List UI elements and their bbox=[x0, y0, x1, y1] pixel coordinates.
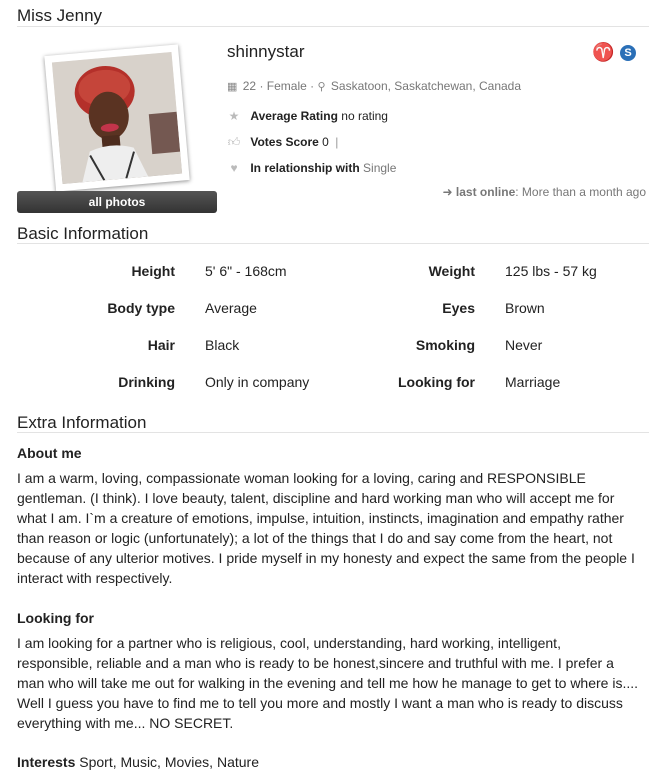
info-label: Drinking bbox=[118, 374, 175, 390]
about-me-line: because of any ulterior motives. I pride myself in my honesty and expect the same from the people I bbox=[17, 550, 635, 566]
info-label: Eyes bbox=[442, 300, 475, 316]
birthday-cake-icon: ▦ bbox=[227, 81, 238, 93]
info-label: Height bbox=[131, 263, 175, 279]
info-label: Body type bbox=[107, 300, 175, 316]
about-me-title: About me bbox=[17, 445, 82, 461]
profile-display-name: Miss Jenny bbox=[17, 6, 103, 25]
info-value: Marriage bbox=[505, 374, 561, 390]
basic-information-divider bbox=[17, 243, 649, 244]
about-me-text bbox=[17, 468, 647, 588]
relationship-row bbox=[227, 161, 396, 175]
last-online bbox=[443, 185, 647, 199]
last-online-value: : More than a month ago bbox=[515, 185, 646, 199]
aries-zodiac-icon: ♈ bbox=[592, 42, 615, 62]
info-value: Brown bbox=[505, 300, 545, 316]
sign-in-icon: ➜ bbox=[442, 185, 453, 199]
interests bbox=[17, 754, 259, 770]
interests-value: Sport, Music, Movies, Nature bbox=[79, 754, 259, 770]
info-value: Average bbox=[205, 300, 257, 316]
relationship-label: In relationship with bbox=[250, 161, 360, 175]
about-me-line: gentleman. (I think). I love beauty, talent, discipline and hard working man who will accept me for bbox=[17, 490, 615, 506]
map-marker-icon: ⚲ bbox=[317, 81, 326, 93]
info-value: Never bbox=[505, 337, 543, 353]
votes-score-label: Votes Score bbox=[250, 135, 319, 149]
age: 22 bbox=[242, 79, 257, 93]
extra-information-title: Extra Information bbox=[17, 413, 147, 432]
info-label: Weight bbox=[428, 263, 475, 279]
looking-for-text bbox=[17, 633, 647, 733]
star-icon: ★ bbox=[228, 109, 240, 123]
gender: Female bbox=[266, 79, 307, 93]
votes-score-row bbox=[227, 135, 338, 150]
average-rating-label: Average Rating bbox=[250, 109, 338, 123]
all-photos-button[interactable]: all photos bbox=[17, 191, 217, 213]
looking-for-line: responsible, reliable and a man who is ready to be honest,sincere and truthful with me. I prefer a bbox=[17, 655, 614, 671]
location: Saskatoon, Saskatchewan, Canada bbox=[330, 79, 522, 93]
last-online-label: last online bbox=[455, 185, 516, 199]
header-divider bbox=[17, 26, 649, 27]
info-value: 125 lbs - 57 kg bbox=[505, 263, 597, 279]
interests-label: Interests bbox=[17, 754, 76, 770]
relationship-value: Single bbox=[363, 161, 397, 175]
info-label: Smoking bbox=[415, 337, 475, 353]
votes-score-value: 0 bbox=[322, 135, 329, 149]
thumbs-up-icon[interactable]: 👍︎ bbox=[227, 135, 241, 149]
average-rating-row bbox=[227, 109, 388, 123]
about-me-line: interact with respectively. bbox=[17, 570, 173, 586]
looking-for-line: I am looking for a partner who is religious, cool, understanding, hard working, intelligent, bbox=[17, 635, 561, 651]
looking-for-line: man who will take me out for walking in the evening and tell me how he manage to get to where is.... bbox=[17, 675, 639, 691]
info-label: Looking for bbox=[398, 374, 475, 390]
looking-for-line: everything with me... NO SECRET. bbox=[17, 715, 234, 731]
average-rating-value: no rating bbox=[341, 109, 388, 123]
heart-icon: ♥ bbox=[230, 161, 238, 175]
info-value: Only in company bbox=[205, 374, 310, 390]
about-me-line: than reason or logic (unfortunately); a lot of the things that I do and say come from the heart, not bbox=[17, 530, 613, 546]
info-label: Hair bbox=[147, 337, 175, 353]
about-me-line: I am a warm, loving, compassionate woman looking for a loving, caring and RESPONSIBLE bbox=[17, 470, 586, 486]
about-me-line: what I am. I`m a creature of emotions, impulse, intuition, instincts, imagination and empathy rather bbox=[17, 510, 624, 526]
profile-photo-image bbox=[52, 52, 182, 184]
info-value: Black bbox=[205, 337, 240, 353]
profile-photo[interactable] bbox=[44, 44, 189, 191]
skype-icon[interactable]: S bbox=[620, 45, 636, 61]
looking-for-title: Looking for bbox=[17, 610, 94, 626]
extra-information-divider bbox=[17, 432, 649, 433]
basic-information-title: Basic Information bbox=[17, 224, 149, 243]
profile-meta: ▦ 22 · Female · ⚲ Saskatoon, Saskatchewan, Canada bbox=[227, 79, 522, 93]
username: shinnystar bbox=[227, 42, 305, 61]
votes-separator: | bbox=[335, 135, 339, 149]
info-value: 5' 6" - 168cm bbox=[205, 263, 287, 279]
looking-for-line: Well I guess you have to find me to tell you more and mostly I want a man who is ready to discuss bbox=[17, 695, 623, 711]
